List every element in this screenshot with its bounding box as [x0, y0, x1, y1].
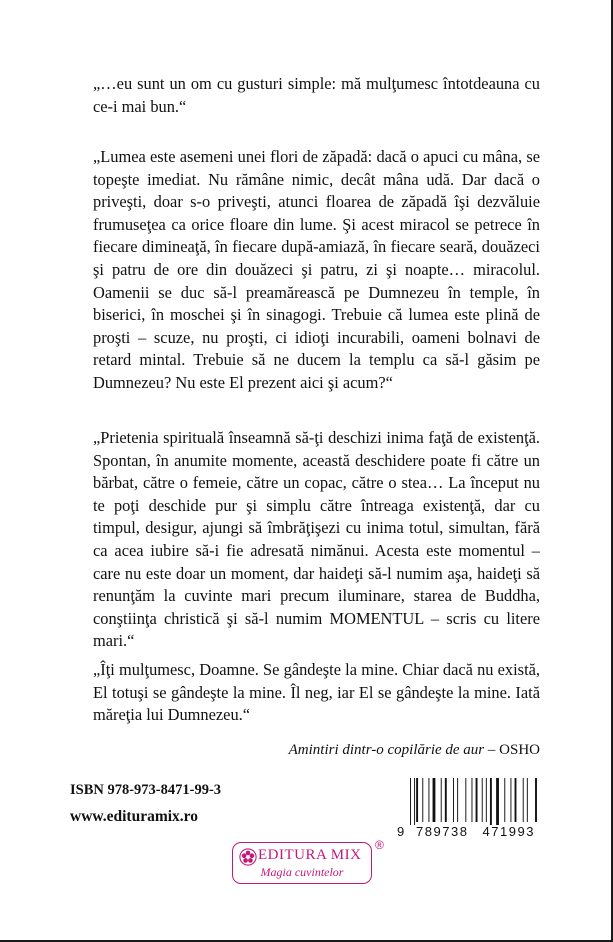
barcode-bar [472, 778, 473, 822]
quote-4-text: „Îţi mulţumesc, Doamne. Se gândeşte la mine. Chiar dacă nu există, El totuşi se gândeşte la mine. Îl neg, iar El se gândeşte la mine. Iată măreţia lui Dumnezeu.“ [93, 660, 540, 725]
barcode-bar [433, 778, 436, 822]
barcode-bar [416, 778, 418, 822]
flower-icon [239, 848, 257, 866]
barcode-bar [535, 778, 537, 822]
registered-mark: ® [375, 838, 384, 852]
barcode-digits [397, 821, 542, 839]
attribution [289, 740, 540, 760]
quote-4 [93, 659, 540, 727]
barcode-bar [476, 778, 478, 822]
publisher-tagline: Magia cuvintelor [260, 865, 344, 879]
barcode-group-2: 471993 [476, 825, 543, 839]
attribution-author: OSHO [499, 742, 540, 758]
barcode-bar [510, 778, 511, 822]
barcode-bar [453, 778, 454, 822]
barcode-bar [527, 778, 528, 822]
barcode-bar [523, 778, 524, 822]
quote-1 [93, 73, 540, 118]
quote-2-text: „Lumea este asemeni unei flori de zăpadă: dacă o apuci cu mâna, se topeşte imediat. Nu rămâne nimic, decât mâna udă. Dar dacă o priveşti, doar s-o priveşti, atunci floarea de zăpadă îşi dezvăluie frumuseţea ca orice floare din lume. Şi acest miracol se petrece în fiecare dimineaţă, în fiecare după-amiază, în fiecare seară, douăzeci şi patru de ore din douăzeci şi patru, zi şi noapte… miracolul. Oamenii se duc să-l preamărească pe Dumnezeu în temple, în biserici, în moschei şi în sinagogi. Trebuie că lumea este plină de proşti – scuze, nu proşti, ci idioţi incurabili, oameni bolnavi de retard mintal. Trebuie să ne ducem la templu ca să-l găsim pe Dumnezeu? Nu este El prezent aici şi acum?“ [93, 147, 540, 392]
barcode-bar [428, 778, 429, 822]
barcode-bar [482, 778, 483, 822]
barcode-bar [441, 778, 442, 822]
quote-3 [93, 427, 540, 653]
barcode [397, 778, 542, 838]
publisher-logo [232, 842, 372, 884]
barcode-bar [465, 778, 466, 822]
barcode-bar [422, 778, 423, 822]
quote-2 [93, 146, 540, 395]
barcode-group-1: 789738 [409, 825, 476, 839]
barcode-bar [457, 778, 458, 822]
barcode-bar [515, 778, 517, 822]
attribution-separator: – [484, 742, 500, 758]
quote-3-text: „Prietenia spirituală înseamnă să-ţi deschizi inima faţă de existenţă. Spontan, în anumite momente, această deschidere poate fi către un bărbat, către o femeie, către un copac, către o stea… La început nu te poţi deschide pur şi simplu către întreaga existenţă, dar cu timpul, desigur, ajungi să îmbrăţişezi cu inima totul, simultan, fără ca acea iubire să-i fie adresată nimănui. Acesta este momentul – care nu este doar un moment, dar haideţi să-l numim aşa, haideţi să renunţăm la cuvinte mari precum iluminare, starea de Buddha, conştiinţa christică şi să-l numim MOMENTUL – scris cu litere mari.“ [93, 428, 540, 651]
barcode-lead-digit: 9 [397, 824, 405, 839]
quote-1-text: „…eu sunt un om cu gusturi simple: mă mulţumesc întotdeauna cu ce-i mai bun.“ [93, 74, 540, 116]
publisher-name: EDITURA MIX [258, 847, 362, 863]
barcode-bar [504, 778, 505, 822]
isbn: ISBN 978-973-8471-99-3 [70, 782, 222, 798]
attribution-work: Amintiri dintr-o copilărie de aur [288, 742, 485, 758]
barcode-bar [486, 778, 487, 822]
website-link[interactable]: www.edituramix.ro [70, 808, 199, 825]
barcode-bar [445, 778, 447, 822]
